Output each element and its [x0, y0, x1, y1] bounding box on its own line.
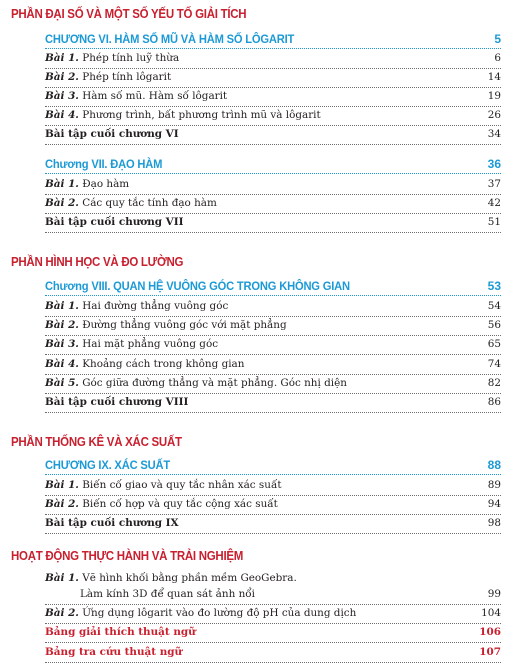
- appendix-title: Bảng tra cứu thuật ngữ: [45, 646, 183, 658]
- toc-entry-index[interactable]: [45, 643, 501, 663]
- toc-entry[interactable]: [45, 476, 501, 496]
- page-number: 34: [487, 128, 501, 140]
- toc-entry[interactable]: [45, 374, 501, 394]
- lesson-number: Bài 2.: [45, 319, 79, 331]
- lesson-number: Bài 1.: [45, 479, 79, 491]
- page-number: 37: [487, 178, 501, 190]
- lesson-number: Bài 5.: [45, 377, 79, 389]
- lesson-number: Bài 1.: [45, 572, 79, 584]
- lesson-title: Phép tính lôgarit: [82, 71, 172, 83]
- lesson-number: Bài 3.: [45, 90, 79, 102]
- chapter-title: CHƯƠNG IX. XÁC SUẤT: [45, 458, 170, 472]
- activity-title-cont: Làm kính 3D để quan sát ảnh nổi: [80, 588, 255, 600]
- lesson-title: Biến cố hợp và quy tắc cộng xác suất: [82, 498, 278, 510]
- lesson-number: Bài 3.: [45, 338, 79, 350]
- page-number: 98: [487, 517, 501, 529]
- lesson-title: Biến cố giao và quy tắc nhân xác suất: [82, 479, 282, 491]
- part-heading-algebra: PHẦN ĐẠI SỐ VÀ MỘT SỐ YẾU TỐ GIẢI TÍCH: [11, 7, 247, 21]
- toc-entry[interactable]: [45, 604, 501, 624]
- review-title: Bài tập cuối chương IX: [45, 517, 179, 529]
- appendix-title: Bảng giải thích thuật ngữ: [45, 626, 196, 638]
- page-number: 19: [487, 90, 501, 102]
- toc-entry[interactable]: [45, 316, 501, 336]
- toc-entry-glossary[interactable]: [45, 623, 501, 643]
- lesson-title: Đạo hàm: [82, 178, 130, 190]
- part-heading-geometry: PHẦN HÌNH HỌC VÀ ĐO LƯỜNG: [11, 255, 184, 269]
- toc-entry[interactable]: [45, 495, 501, 515]
- lesson-number: Bài 1.: [45, 300, 79, 312]
- page-number: 65: [487, 338, 501, 350]
- page-number: 107: [479, 646, 501, 658]
- lesson-title: Hàm số mũ. Hàm số lôgarit: [82, 90, 228, 102]
- lesson-number: Bài 1.: [45, 52, 79, 64]
- page-number: 42: [487, 197, 501, 209]
- toc-entry-review[interactable]: [45, 125, 501, 145]
- chapter-7[interactable]: [45, 155, 501, 174]
- page-number: 106: [479, 626, 501, 638]
- toc-entry[interactable]: [45, 175, 501, 195]
- chapter-page: 53: [487, 279, 501, 293]
- review-title: Bài tập cuối chương VII: [45, 216, 184, 228]
- toc-entry[interactable]: [45, 68, 501, 88]
- lesson-number: Bài 2.: [45, 197, 79, 209]
- lesson-number: Bài 4.: [45, 358, 79, 370]
- toc-entry-review[interactable]: [45, 393, 501, 413]
- chapter-title: Chương VII. ĐẠO HÀM: [45, 157, 163, 171]
- chapter-page: 36: [487, 157, 501, 171]
- toc-entry[interactable]: [45, 194, 501, 214]
- lesson-title: Góc giữa đường thẳng và mặt phẳng. Góc nhị diện: [82, 377, 347, 389]
- part-heading-statistics: PHẦN THỐNG KÊ VÀ XÁC SUẤT: [11, 435, 182, 449]
- lesson-title: Hai đường thẳng vuông góc: [82, 300, 229, 312]
- toc-entry[interactable]: [45, 49, 501, 69]
- page-number: 86: [487, 396, 501, 408]
- toc-entry[interactable]: [45, 355, 501, 375]
- page-number: 14: [487, 71, 501, 83]
- toc-entry[interactable]: [45, 335, 501, 355]
- page-number: 89: [487, 479, 501, 491]
- lesson-number: Bài 4.: [45, 109, 79, 121]
- lesson-title: Phép tính luỹ thừa: [82, 52, 180, 64]
- page-number: 99: [487, 588, 501, 600]
- page-number: 94: [487, 498, 501, 510]
- chapter-6[interactable]: [45, 30, 501, 49]
- toc-entry[interactable]: [45, 87, 501, 107]
- chapter-9[interactable]: [45, 456, 501, 475]
- page-number: 104: [481, 607, 501, 619]
- lesson-title: Các quy tắc tính đạo hàm: [82, 197, 217, 209]
- lesson-title: Đường thẳng vuông góc với mặt phẳng: [82, 319, 287, 331]
- lesson-title: Khoảng cách trong không gian: [82, 358, 245, 370]
- chapter-8[interactable]: [45, 277, 501, 296]
- lesson-number: Bài 2.: [45, 607, 79, 619]
- lesson-number: Bài 2.: [45, 498, 79, 510]
- chapter-title: CHƯƠNG VI. HÀM SỐ MŨ VÀ HÀM SỐ LÔGARIT: [45, 32, 295, 46]
- review-title: Bài tập cuối chương VIII: [45, 396, 189, 408]
- lesson-title: Phương trình, bất phương trình mũ và lôgarit: [82, 109, 321, 121]
- page-number: 54: [487, 300, 501, 312]
- activity-title: Vẽ hình khối bằng phần mềm GeoGebra.: [82, 572, 297, 584]
- chapter-title: Chương VIII. QUAN HỆ VUÔNG GÓC TRONG KHÔNG GIAN: [45, 279, 350, 293]
- chapter-page: 5: [494, 32, 501, 46]
- lesson-title: Hai mặt phẳng vuông góc: [82, 338, 219, 350]
- page-number: 56: [487, 319, 501, 331]
- page-number: 26: [487, 109, 501, 121]
- toc-entry-review[interactable]: [45, 213, 501, 233]
- review-title: Bài tập cuối chương VI: [45, 128, 179, 140]
- page-number: 74: [487, 358, 501, 370]
- part-heading-activities: HOẠT ĐỘNG THỰC HÀNH VÀ TRẢI NGHIỆM: [11, 549, 244, 563]
- page-number: 51: [487, 216, 501, 228]
- toc-entry[interactable]: [45, 106, 501, 126]
- toc-entry-review[interactable]: [45, 514, 501, 534]
- page-number: 6: [494, 52, 501, 64]
- lesson-number: Bài 2.: [45, 71, 79, 83]
- activity-title: Ứng dụng lôgarit vào đo lường độ pH của dung dịch: [82, 607, 357, 619]
- page-number: 82: [487, 377, 501, 389]
- toc-entry[interactable]: [45, 585, 501, 605]
- toc-entry[interactable]: [45, 297, 501, 317]
- lesson-number: Bài 1.: [45, 178, 79, 190]
- chapter-page: 88: [487, 458, 501, 472]
